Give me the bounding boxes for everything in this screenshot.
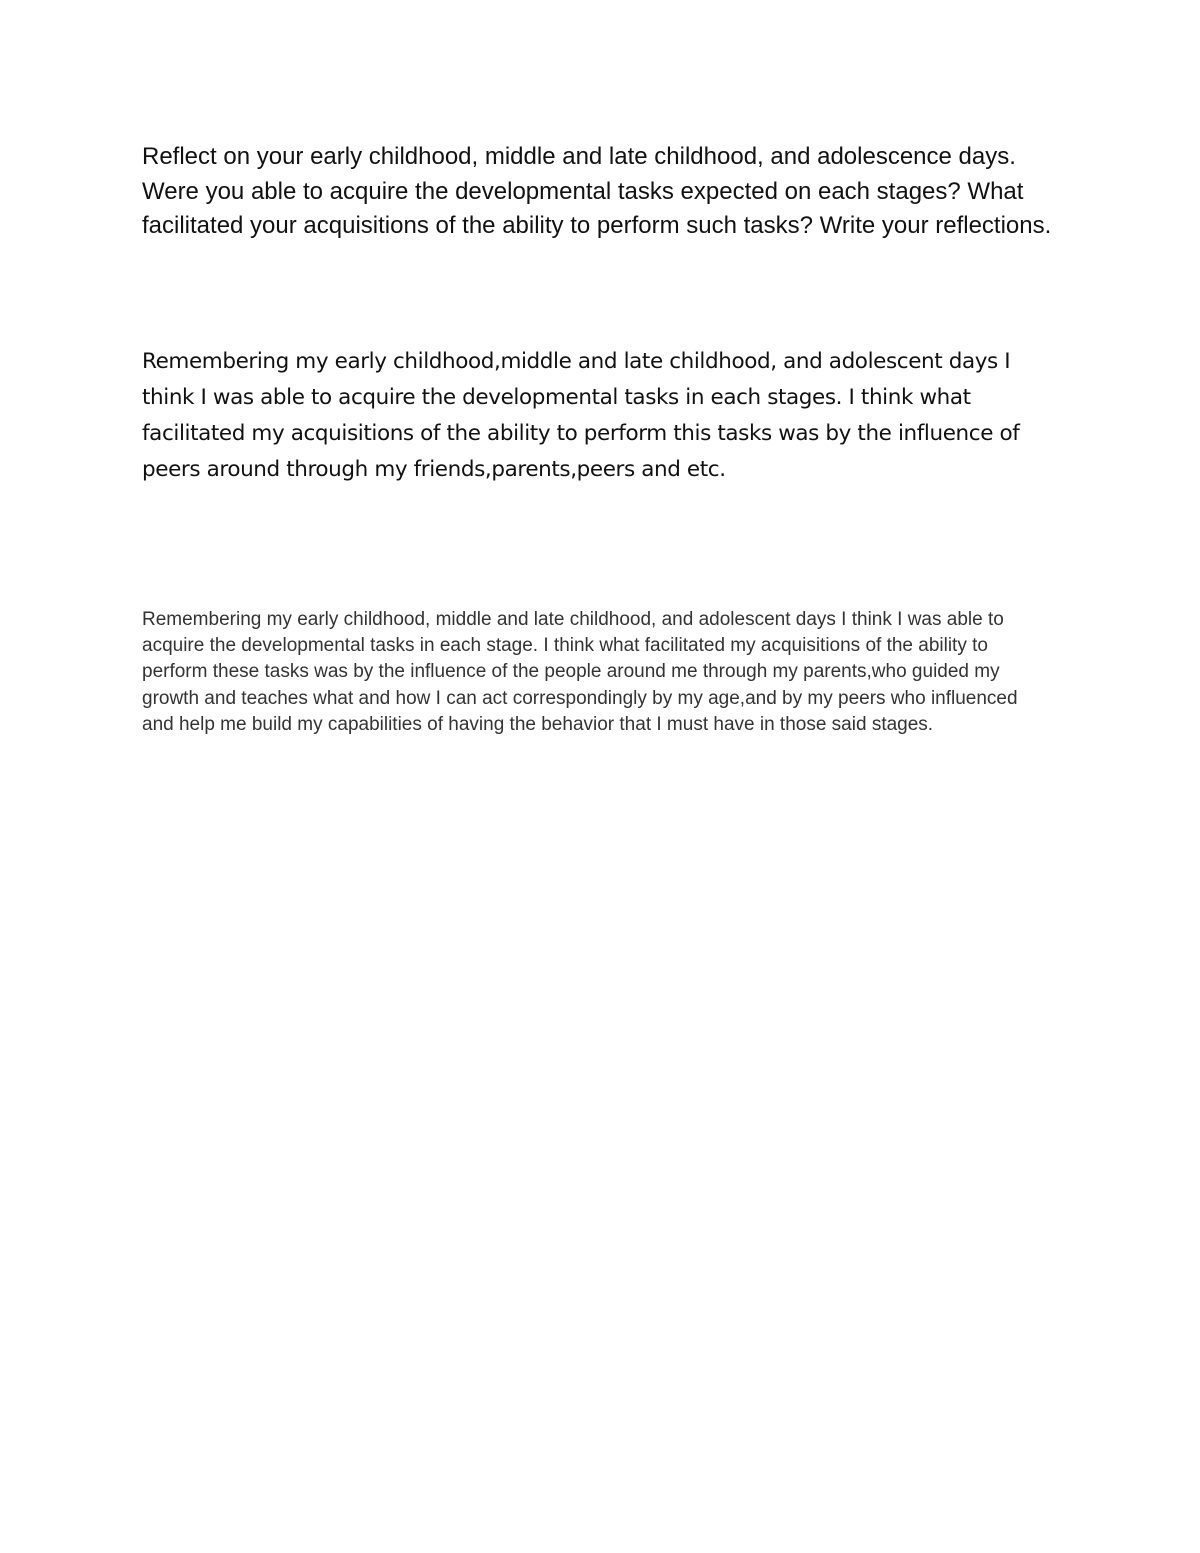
reflection-answer-final: Remembering my early childhood, middle and late childhood, and adolescent days I think I was able to acquire the developmental tasks in each stage. I think what facilitated my acquisitions of the ability to perform these tasks was by the influence of the people around me through my parents,who guided my growth and teaches what and how I can act correspondingly by my age,and by my peers who influenced and help me build my capabilities of having the behavior that I must have in those said stages. xyxy=(142,609,1018,735)
reflection-question: Reflect on your early childhood, middle and late childhood, and adolescence days. Were you able to acquire the developmental tasks expected on each stages? What facilitated your acquisitions of the ability to perform such tasks? Write your reflections. xyxy=(142,143,1052,240)
reflection-answer-draft: Remembering my early childhood,middle and late childhood, and adolescent days I think I was able to acquire the developmental tasks in each stages. I think what facilitated my acquisitions of the ability to perform this tasks was by the influence of peers around through my friends,parents,peers and etc. xyxy=(142,349,1020,482)
